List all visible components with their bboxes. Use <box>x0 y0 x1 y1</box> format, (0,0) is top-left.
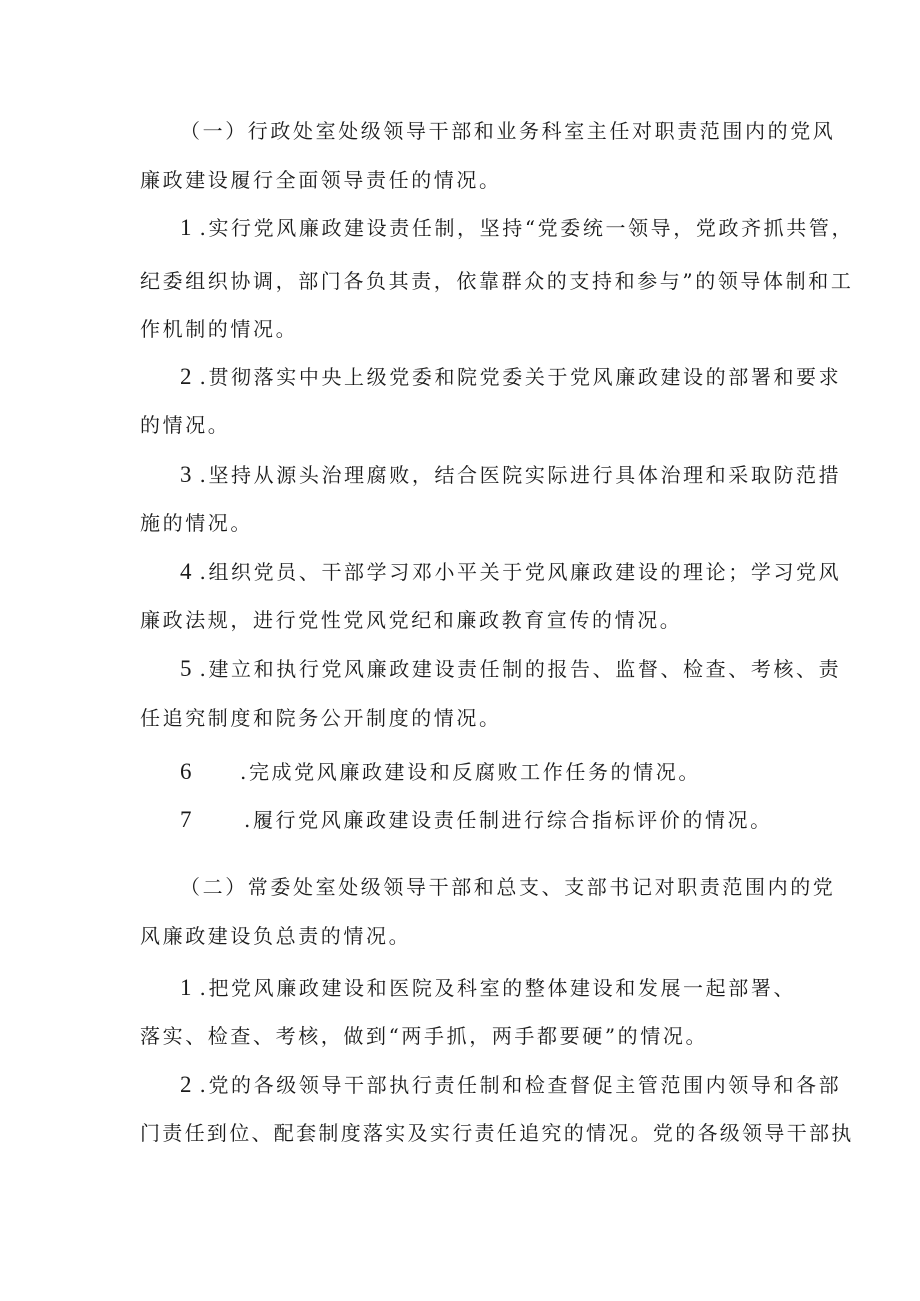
section1-item7-line1 <box>180 805 773 835</box>
item-text: .党的各级领导干部执行责任制和检查督促主管范围内领导和各部 <box>199 1073 842 1097</box>
section2-item2-line1 <box>180 1070 841 1100</box>
item-number: 7 <box>180 807 192 832</box>
section1-item6-line1 <box>180 757 701 787</box>
section1-item3-line1 <box>180 460 841 490</box>
item-number: 2 <box>180 1072 192 1097</box>
section1-item4-line1 <box>180 557 841 587</box>
section2-item1-line1 <box>180 973 796 1003</box>
item-number: 2 <box>180 364 192 389</box>
section1-heading-line1: （一）行政处室处级领导干部和业务科室主任对职责范围内的党风 <box>180 119 836 143</box>
section1-item2-line1 <box>180 362 841 392</box>
section2-item2-line2: 门责任到位、配套制度落实及实行责任追究的情况。党的各级领导干部执 <box>140 1121 854 1145</box>
item-number: 1 <box>180 975 192 1000</box>
item-text: .实行党风廉政建设责任制，坚持“党委统一领导，党政齐抓共管， <box>199 216 855 240</box>
item-number: 5 <box>180 656 192 681</box>
section1-item2-line2: 的情况。 <box>140 413 231 437</box>
section1-item1-line2: 纪委组织协调，部门各负其责，依靠群众的支持和参与”的领导体制和工 <box>140 269 854 293</box>
item-text: .组织党员、干部学习邓小平关于党风廉政建设的理论；学习党风 <box>199 560 842 584</box>
section2-heading-line2: 风廉政建设负总责的情况。 <box>140 924 412 948</box>
item-text: .坚持从源头治理腐败，结合医院实际进行具体治理和采取防范措 <box>199 463 842 487</box>
section1-item3-line2: 施的情况。 <box>140 511 253 535</box>
item-text: .履行党风廉政建设责任制进行综合指标评价的情况。 <box>244 808 773 832</box>
section1-item1-line1 <box>180 213 854 243</box>
item-text: .完成党风廉政建设和反腐败工作任务的情况。 <box>240 760 701 784</box>
item-number: 3 <box>180 462 192 487</box>
section1-item5-line1 <box>180 654 841 684</box>
section1-item4-line2: 廉政法规，进行党性党风党纪和廉政教育宣传的情况。 <box>140 608 683 632</box>
item-text: .贯彻落实中央上级党委和院党委关于党风廉政建设的部署和要求 <box>199 365 842 389</box>
item-number: 6 <box>180 759 192 784</box>
section1-item5-line2: 任追究制度和院务公开制度的情况。 <box>140 706 502 730</box>
section1-heading-line2: 廉政建设履行全面领导责任的情况。 <box>140 168 502 192</box>
item-text: .把党风廉政建设和医院及科室的整体建设和发展一起部署、 <box>199 976 797 1000</box>
section2-item1-line2: 落实、检查、考核，做到“两手抓，两手都要硬”的情况。 <box>140 1024 709 1048</box>
item-number: 4 <box>180 559 192 584</box>
item-number: 1 <box>180 215 192 240</box>
item-text: .建立和执行党风廉政建设责任制的报告、监督、检查、考核、责 <box>199 657 842 681</box>
section1-item1-line3: 作机制的情况。 <box>140 317 299 341</box>
section2-heading-line1: （二）常委处室处级领导干部和总支、支部书记对职责范围内的党 <box>180 875 836 899</box>
